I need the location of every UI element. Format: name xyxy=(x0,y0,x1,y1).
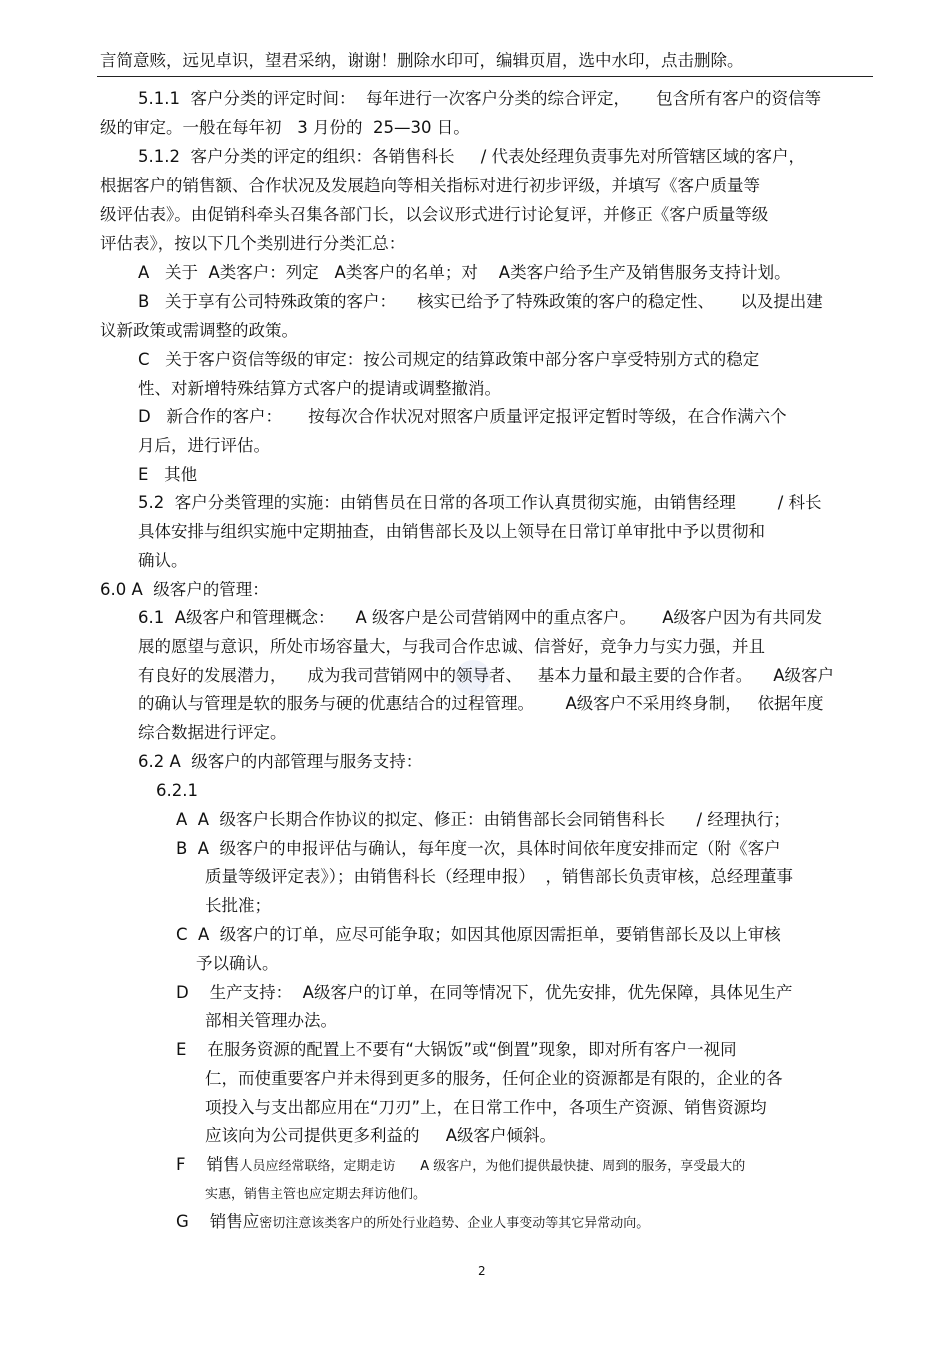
body-line: D 新合作的客户： 按每次合作状况对照客户质量评定报评定暂时等级，在合作满六个 xyxy=(138,407,787,426)
list-item-prefix: F 销售 xyxy=(176,1155,240,1174)
body-line: 6.1 A级客户和管理概念： A 级客户是公司营销网中的重点客户。 A级客户因为有共同发 xyxy=(138,608,823,627)
list-item-small-text: 实惠，销售主管也应定期去拜访他们。 xyxy=(205,1187,427,1202)
body-line: 5.1.2 客户分类的评定的组织：各销售科长 / 代表处经理负责事先对所管辖区域的客户， xyxy=(138,147,806,166)
body-line: B 关于享有公司特殊政策的客户： 核实已给予了特殊政策的客户的稳定性、 以及提出建 xyxy=(138,292,823,311)
list-item: 部相关管理办法。 xyxy=(205,1011,337,1030)
body-line: 评估表》，按以下几个类别进行分类汇总： xyxy=(100,234,406,253)
body-line: A 关于 A类客户：列定 A类客户的名单；对 A类客户给予生产及销售服务支持计划。 xyxy=(138,263,791,282)
body-line: 综合数据进行评定。 xyxy=(138,723,287,742)
body-line: E 其他 xyxy=(138,465,198,484)
body-line: 级的审定。一般在每年初 3 月份的 25—30 日。 xyxy=(100,118,470,137)
list-item: 质量等级评定表》）；由销售科长（经理申报） ，销售部长负责审核，总经理董事 xyxy=(205,867,793,886)
body-line: 展的愿望与意识，所处市场容量大，与我司合作忠诚、信誉好，竞争力与实力强，并且 xyxy=(138,637,765,656)
list-item-prefix: G 销售应 xyxy=(176,1212,260,1231)
body-line: 6.2.1 xyxy=(156,781,198,800)
body-line: 5.1.1 客户分类的评定时间： 每年进行一次客户分类的综合评定， 包含所有客户的资信等 xyxy=(138,89,822,108)
body-line: 性、对新增特殊结算方式客户的提请或调整撤消。 xyxy=(138,379,501,398)
list-item: 长批准； xyxy=(205,896,271,915)
list-item: 予以确认。 xyxy=(196,954,279,973)
body-line: C 关于客户资信等级的审定：按公司规定的结算政策中部分客户享受特别方式的稳定 xyxy=(138,350,760,369)
list-item: 仁，而使重要客户并未得到更多的服务，任何企业的资源都是有限的，企业的各 xyxy=(205,1069,783,1088)
list-item xyxy=(176,1154,745,1178)
body-line: 有良好的发展潜力， 成为我司营销网中的领导者、 基本力量和最主要的合作者。 A级客户 xyxy=(138,666,834,685)
body-line: 根据客户的销售额、合作状况及发展趋向等相关指标对进行初步评级，并填写《客户质量等 xyxy=(100,176,760,195)
body-line: 级评估表》。由促销科牵头召集各部门长，以会议形式进行讨论复评，并修正《客户质量等级 xyxy=(100,205,769,224)
section-heading: 6.0 A 级客户的管理： xyxy=(100,580,269,599)
list-item: B A 级客户的申报评估与确认，每年度一次，具体时间依年度安排而定（附《客户 xyxy=(176,839,781,858)
header-rule xyxy=(97,76,873,77)
list-item: 项投入与支出都应用在“刀刃”上，在日常工作中，各项生产资源、销售资源均 xyxy=(205,1098,767,1117)
body-line: 确认。 xyxy=(138,551,188,570)
list-item: A A 级客户长期合作协议的拟定、修正：由销售部长会同销售科长 / 经理执行； xyxy=(176,810,790,829)
list-item: D 生产支持： A级客户的订单，在同等情况下，优先安排，优先保障，具体见生产 xyxy=(176,983,793,1002)
list-item: 应该向为公司提供更多利益的 A级客户倾斜。 xyxy=(205,1126,557,1145)
list-item-small-text: 人员应经常联络，定期走访 A 级客户，为他们提供最快捷、周到的服务，享受最大的 xyxy=(239,1159,746,1174)
body-line: 月后，进行评估。 xyxy=(138,436,270,455)
body-line: 的确认与管理是软的服务与硬的优惠结合的过程管理。 A级客户不采用终身制， 依据年度 xyxy=(138,694,824,713)
list-item: C A 级客户的订单，应尽可能争取；如因其他原因需拒单，要销售部长及以上审核 xyxy=(176,925,781,944)
body-line: 6.2 A 级客户的内部管理与服务支持： xyxy=(138,752,423,771)
body-line: 具体安排与组织实施中定期抽查，由销售部长及以上领导在日常订单审批中予以贯彻和 xyxy=(138,522,765,541)
body-line: 5.2 客户分类管理的实施：由销售员在日常的各项工作认真贯彻实施，由销售经理 / 科长 xyxy=(138,493,822,512)
body-line: 议新政策或需调整的政策。 xyxy=(100,321,298,340)
list-item xyxy=(176,1211,649,1235)
page-number: 2 xyxy=(478,1264,486,1278)
list-item-small-text: 密切注意该类客户的所处行业趋势、企业人事变动等其它异常动向。 xyxy=(259,1216,650,1231)
page-header: 言简意赅，远见卓识，望君采纳，谢谢！删除水印可，编辑页眉，选中水印，点击删除。 xyxy=(100,51,744,70)
list-item: E 在服务资源的配置上不要有“大锅饭”或“倒置”现象，即对所有客户一视同 xyxy=(176,1040,737,1059)
